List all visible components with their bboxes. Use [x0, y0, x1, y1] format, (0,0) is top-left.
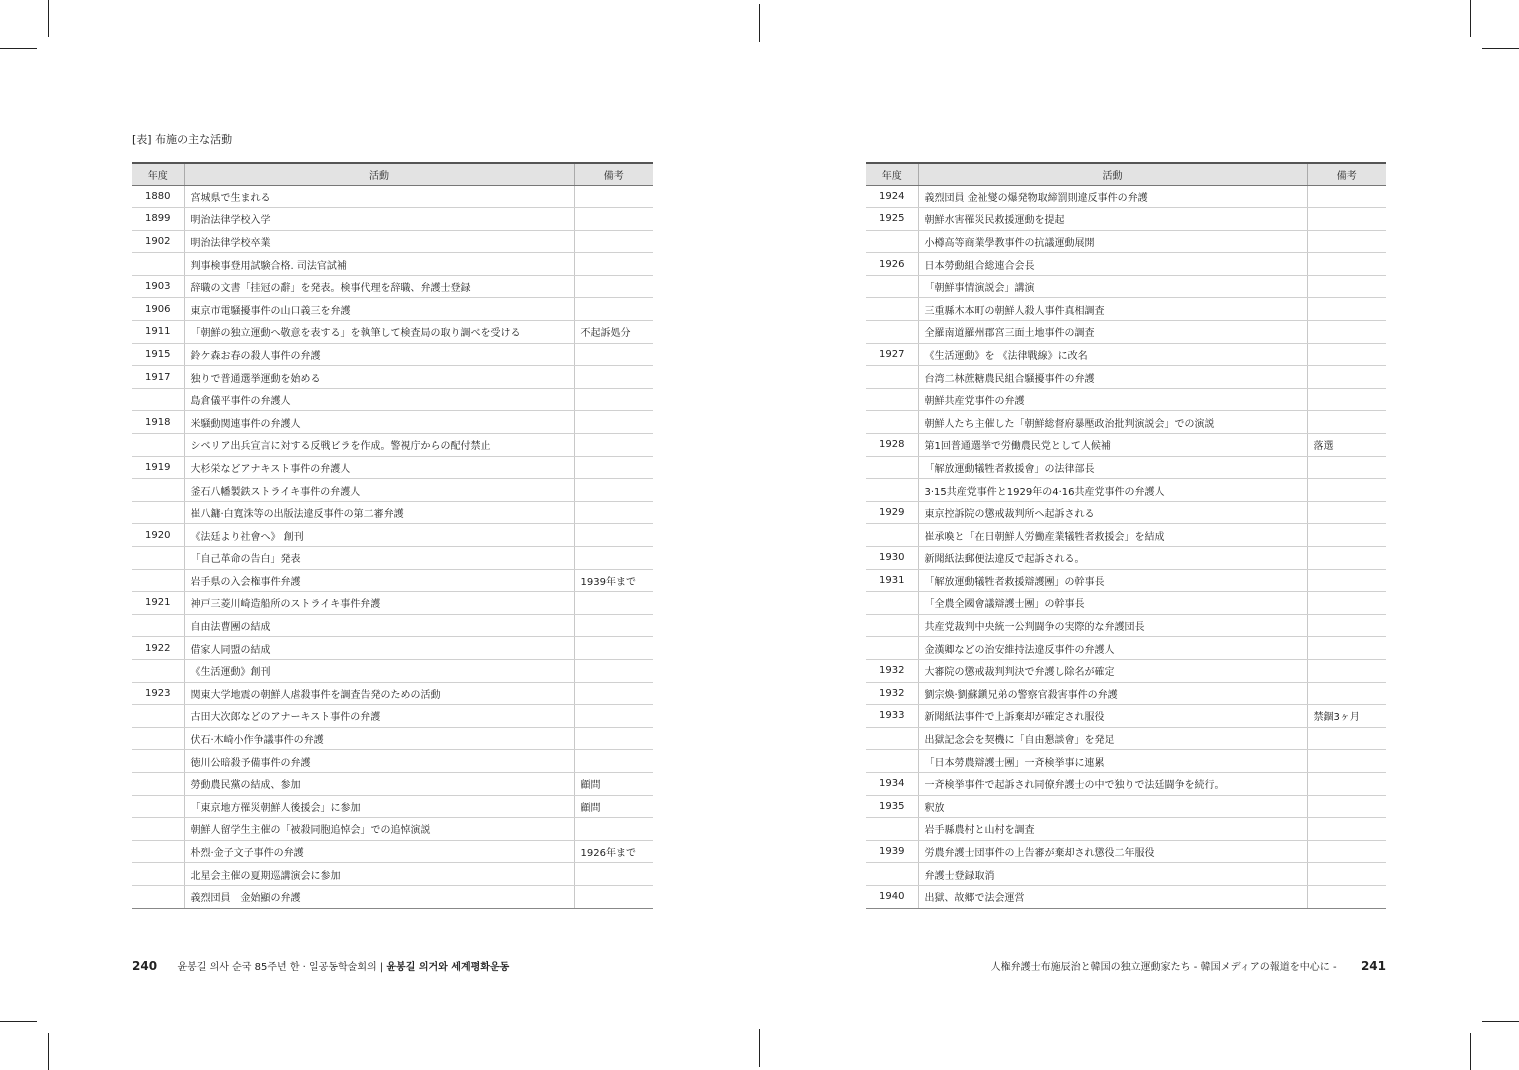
- activity-cell: 台湾二林蔗糖農民組合騒擾事件の弁護: [918, 366, 1307, 389]
- table-body-right: [866, 185, 1386, 908]
- table-row: [866, 321, 1386, 344]
- note-header: 備考: [574, 163, 653, 185]
- table-row: [866, 863, 1386, 886]
- note-cell: [574, 592, 653, 615]
- note-cell: [1307, 366, 1386, 389]
- year-cell: [132, 569, 184, 592]
- year-cell: 1930: [866, 547, 918, 570]
- activity-cell: 釜石八幡製鉄ストライキ事件の弁護人: [184, 479, 574, 502]
- year-cell: 1931: [866, 569, 918, 592]
- crop-mark: [0, 48, 37, 49]
- page-number-left: 240: [132, 959, 158, 973]
- year-cell: [866, 275, 918, 298]
- table-row: [132, 343, 653, 366]
- activity-cell: 共産党裁判中央統一公判闘争の実際的な弁護団長: [918, 614, 1307, 637]
- year-cell: 1935: [866, 795, 918, 818]
- table-row: [866, 547, 1386, 570]
- note-cell: [1307, 411, 1386, 434]
- table-row: [132, 614, 653, 637]
- year-cell: [132, 253, 184, 276]
- note-cell: [1307, 388, 1386, 411]
- table-row: [866, 185, 1386, 208]
- activity-cell: 東京市電騒擾事件の山口義三を弁護: [184, 298, 574, 321]
- year-header: 年度: [132, 163, 184, 185]
- table-row: [132, 479, 653, 502]
- note-cell: [1307, 253, 1386, 276]
- activity-cell: 鈴ケ森お春の殺人事件の弁護: [184, 343, 574, 366]
- table-row: [132, 727, 653, 750]
- note-cell: [574, 750, 653, 773]
- activity-cell: 「解放運動犠牲者救援辯護團」の幹事長: [918, 569, 1307, 592]
- footer-left: [132, 958, 509, 973]
- activity-cell: 勞動農民黨の結成、参加: [184, 772, 574, 795]
- table-row: [132, 795, 653, 818]
- activity-cell: 弁護士登録取消: [918, 863, 1307, 886]
- activity-cell: 《生活運動》創刊: [184, 659, 574, 682]
- table-header-row: [132, 163, 653, 185]
- crop-mark: [1482, 1021, 1519, 1022]
- activity-cell: 自由法曹團の結成: [184, 614, 574, 637]
- year-cell: 1927: [866, 343, 918, 366]
- table-row: [132, 230, 653, 253]
- activity-cell: 宮城県で生まれる: [184, 185, 574, 208]
- table-row: [866, 456, 1386, 479]
- year-cell: [866, 524, 918, 547]
- year-cell: [866, 614, 918, 637]
- note-cell: [1307, 795, 1386, 818]
- note-cell: [1307, 230, 1386, 253]
- year-cell: [866, 592, 918, 615]
- activity-cell: 全羅南道羅州郡宮三面土地事件の調査: [918, 321, 1307, 344]
- table-row: [866, 275, 1386, 298]
- activity-cell: 労農弁護士団事件の上告審が棄却され懲役二年服役: [918, 840, 1307, 863]
- year-cell: 1903: [132, 275, 184, 298]
- table-row: [866, 298, 1386, 321]
- year-cell: 1920: [132, 524, 184, 547]
- note-header: 備考: [1307, 163, 1386, 185]
- year-cell: 1933: [866, 705, 918, 728]
- activity-cell: 崔承喚と「在日朝鮮人労働産業犠牲者救援会」を結成: [918, 524, 1307, 547]
- year-cell: [132, 750, 184, 773]
- year-cell: [866, 388, 918, 411]
- activity-cell: 新聞紙法事件で上訴棄却が確定され服役: [918, 705, 1307, 728]
- activity-cell: 朝鮮共産党事件の弁護: [918, 388, 1307, 411]
- note-cell: [574, 275, 653, 298]
- note-cell: [574, 705, 653, 728]
- activity-cell: 「解放運動犠牲者救援會」の法律部長: [918, 456, 1307, 479]
- table-header-row: [866, 163, 1386, 185]
- table-row: [132, 366, 653, 389]
- year-cell: 1919: [132, 456, 184, 479]
- article-title: 人権弁護士布施辰治と韓国の独立運動家たち - 韓国メディアの報道を中心に -: [990, 962, 1337, 973]
- table-row: [132, 885, 653, 908]
- note-cell: [574, 230, 653, 253]
- activity-cell: 朝鮮水害罹災民救援運動を提起: [918, 208, 1307, 231]
- note-cell: [1307, 547, 1386, 570]
- table-row: [866, 614, 1386, 637]
- year-cell: [866, 366, 918, 389]
- table-row: [866, 253, 1386, 276]
- year-cell: 1923: [132, 682, 184, 705]
- activity-table-left: [132, 162, 653, 909]
- activity-cell: 三重縣木本町の朝鮮人殺人事件真相調査: [918, 298, 1307, 321]
- note-cell: [1307, 818, 1386, 841]
- year-cell: [866, 863, 918, 886]
- table-row: [132, 501, 653, 524]
- table-row: [866, 592, 1386, 615]
- year-cell: 1939: [866, 840, 918, 863]
- year-cell: 1918: [132, 411, 184, 434]
- activity-cell: 東京控訴院の懲戒裁判所へ起訴される: [918, 501, 1307, 524]
- year-cell: [866, 321, 918, 344]
- activity-cell: 劉宗煥·劉蘇鎭兄弟の警察官殺害事件の弁護: [918, 682, 1307, 705]
- year-cell: [866, 230, 918, 253]
- activity-cell: 「日本勞農辯護士團」一斉検挙事に連累: [918, 750, 1307, 773]
- note-cell: [1307, 321, 1386, 344]
- year-cell: [132, 614, 184, 637]
- table-row: [132, 705, 653, 728]
- note-cell: [574, 185, 653, 208]
- activity-cell: 米騒動関連事件の弁護人: [184, 411, 574, 434]
- table-body-left: [132, 185, 653, 908]
- year-cell: 1902: [132, 230, 184, 253]
- table-row: [132, 682, 653, 705]
- table-row: [132, 321, 653, 344]
- activity-cell: 《生活運動》を 《法律戰線》に改名: [918, 343, 1307, 366]
- crop-mark: [48, 0, 49, 37]
- activity-cell: 一斉検挙事件で起訴され同僚弁護士の中で独りで法廷闘争を続行。: [918, 772, 1307, 795]
- note-cell: [1307, 343, 1386, 366]
- year-header: 年度: [866, 163, 918, 185]
- note-cell: [574, 343, 653, 366]
- year-cell: 1880: [132, 185, 184, 208]
- note-cell: [1307, 727, 1386, 750]
- table-row: [866, 795, 1386, 818]
- year-cell: [132, 772, 184, 795]
- table-row: [866, 411, 1386, 434]
- table-row: [866, 343, 1386, 366]
- table-row: [132, 637, 653, 660]
- year-cell: [866, 479, 918, 502]
- activity-cell: 北星会主催の夏期巡講演会に参加: [184, 863, 574, 886]
- note-cell: [574, 501, 653, 524]
- year-cell: [132, 885, 184, 908]
- note-cell: 1939年まで: [574, 569, 653, 592]
- activity-cell: 「朝鮮の独立運動へ敬意を表する」を執筆して検査局の取り調べを受ける: [184, 321, 574, 344]
- note-cell: [1307, 275, 1386, 298]
- activity-cell: 「朝鮮事情演説会」講演: [918, 275, 1307, 298]
- activity-cell: 出獄記念会を契機に「自由懇談會」を発足: [918, 727, 1307, 750]
- note-cell: [574, 253, 653, 276]
- table-row: [866, 705, 1386, 728]
- activity-cell: 独りで普通選挙運動を始める: [184, 366, 574, 389]
- table-row: [132, 840, 653, 863]
- note-cell: [574, 456, 653, 479]
- table-row: [132, 388, 653, 411]
- crop-mark: [1470, 1033, 1471, 1070]
- note-cell: [1307, 456, 1386, 479]
- note-cell: [1307, 185, 1386, 208]
- activity-table-right: [866, 162, 1386, 909]
- year-cell: [132, 659, 184, 682]
- crop-mark: [759, 1029, 760, 1067]
- table-row: [132, 185, 653, 208]
- year-cell: 1906: [132, 298, 184, 321]
- year-cell: [132, 818, 184, 841]
- table-row: [866, 388, 1386, 411]
- note-cell: 落選: [1307, 434, 1386, 457]
- year-cell: 1932: [866, 682, 918, 705]
- table-row: [132, 411, 653, 434]
- table-row: [132, 253, 653, 276]
- year-cell: 1924: [866, 185, 918, 208]
- note-cell: [1307, 863, 1386, 886]
- table-row: [132, 547, 653, 570]
- note-cell: [1307, 885, 1386, 908]
- note-cell: 不起訴処分: [574, 321, 653, 344]
- activity-cell: 判事検事登用試験合格. 司法官試補: [184, 253, 574, 276]
- year-cell: 1929: [866, 501, 918, 524]
- crop-mark: [48, 1033, 49, 1070]
- table-row: [866, 818, 1386, 841]
- note-cell: [1307, 592, 1386, 615]
- table-row: [866, 208, 1386, 231]
- year-cell: 1922: [132, 637, 184, 660]
- activity-cell: 新聞紙法郵便法違反で起訴される。: [918, 547, 1307, 570]
- table-row: [132, 659, 653, 682]
- year-cell: [866, 727, 918, 750]
- activity-cell: 徳川公暗殺予備事件の弁護: [184, 750, 574, 773]
- table-row: [132, 434, 653, 457]
- year-cell: [132, 479, 184, 502]
- note-cell: [574, 479, 653, 502]
- year-cell: [132, 863, 184, 886]
- note-cell: [574, 682, 653, 705]
- activity-cell: 明治法律学校入学: [184, 208, 574, 231]
- activity-cell: 金漢卿などの治安維持法違反事件の弁護人: [918, 637, 1307, 660]
- note-cell: [1307, 569, 1386, 592]
- note-cell: [574, 885, 653, 908]
- note-cell: [1307, 614, 1386, 637]
- activity-cell: 古田大次郎などのアナーキスト事件の弁護: [184, 705, 574, 728]
- year-cell: [132, 501, 184, 524]
- note-cell: [574, 298, 653, 321]
- table-row: [132, 275, 653, 298]
- activity-cell: 「全農全國會議辯護士團」の幹事長: [918, 592, 1307, 615]
- table-row: [132, 592, 653, 615]
- note-cell: 顧問: [574, 772, 653, 795]
- note-cell: [1307, 501, 1386, 524]
- table-row: [866, 637, 1386, 660]
- year-cell: [132, 388, 184, 411]
- table-row: [866, 501, 1386, 524]
- note-cell: 禁錮3ヶ月: [1307, 705, 1386, 728]
- activity-cell: 関東大学地震の朝鮮人虐殺事件を調査告発のための活動: [184, 682, 574, 705]
- page-number-right: 241: [1360, 959, 1386, 973]
- year-cell: 1928: [866, 434, 918, 457]
- note-cell: [1307, 659, 1386, 682]
- table-row: [866, 366, 1386, 389]
- note-cell: [1307, 840, 1386, 863]
- year-cell: 1932: [866, 659, 918, 682]
- year-cell: 1925: [866, 208, 918, 231]
- activity-cell: 伏石·木崎小作争議事件の弁護: [184, 727, 574, 750]
- note-cell: [574, 637, 653, 660]
- crop-mark: [1470, 0, 1471, 37]
- table-row: [132, 298, 653, 321]
- note-cell: [574, 659, 653, 682]
- year-cell: 1899: [132, 208, 184, 231]
- note-cell: [1307, 298, 1386, 321]
- activity-cell: 岩手県の入会権事件弁護: [184, 569, 574, 592]
- year-cell: [866, 637, 918, 660]
- year-cell: [866, 411, 918, 434]
- activity-cell: 釈放: [918, 795, 1307, 818]
- table-row: [866, 885, 1386, 908]
- note-cell: [574, 547, 653, 570]
- note-cell: [574, 411, 653, 434]
- activity-cell: 第1回普通選挙で労働農民党として人候補: [918, 434, 1307, 457]
- note-cell: [574, 208, 653, 231]
- activity-header: 活動: [918, 163, 1307, 185]
- year-cell: [132, 434, 184, 457]
- activity-cell: 借家人同盟の結成: [184, 637, 574, 660]
- activity-cell: 出獄、故郷で法会運営: [918, 885, 1307, 908]
- note-cell: [1307, 479, 1386, 502]
- table-row: [866, 569, 1386, 592]
- activity-cell: 義烈団員 金祉燮の爆発物取締罰則違反事件の弁護: [918, 185, 1307, 208]
- table-row: [866, 727, 1386, 750]
- note-cell: [1307, 208, 1386, 231]
- year-cell: [132, 727, 184, 750]
- note-cell: [574, 614, 653, 637]
- table-row: [866, 682, 1386, 705]
- year-cell: [866, 456, 918, 479]
- activity-cell: 日本勞動組合総連合会長: [918, 253, 1307, 276]
- table-row: [866, 772, 1386, 795]
- activity-cell: シベリア出兵宣言に対する反戦ビラを作成。警視庁からの配付禁止: [184, 434, 574, 457]
- footer-right: [991, 958, 1386, 973]
- activity-cell: 義烈団員 金始顯の弁護: [184, 885, 574, 908]
- table-row: [132, 208, 653, 231]
- table-row: [866, 840, 1386, 863]
- activity-cell: 明治法律学校卒業: [184, 230, 574, 253]
- table-row: [866, 659, 1386, 682]
- crop-mark: [0, 1021, 37, 1022]
- activity-cell: 島倉儀平事件の弁護人: [184, 388, 574, 411]
- table-row: [132, 456, 653, 479]
- year-cell: [866, 298, 918, 321]
- activity-cell: 岩手縣農村と山村を調査: [918, 818, 1307, 841]
- year-cell: [866, 818, 918, 841]
- table-row: [866, 750, 1386, 773]
- year-cell: [132, 547, 184, 570]
- table-row: [132, 818, 653, 841]
- table-row: [866, 524, 1386, 547]
- year-cell: [866, 750, 918, 773]
- book-title: 윤봉길 의사 순국 85주년 한 · 일공동학술회의 |: [177, 962, 384, 973]
- activity-cell: 大杉栄などアナキスト事件の弁護人: [184, 456, 574, 479]
- activity-cell: 朝鮮人たち主催した「朝鮮総督府暴壓政治批判演説会」での演説: [918, 411, 1307, 434]
- year-cell: 1915: [132, 343, 184, 366]
- year-cell: 1921: [132, 592, 184, 615]
- activity-cell: 神戸三菱川崎造船所のストライキ事件弁護: [184, 592, 574, 615]
- crop-mark: [759, 4, 760, 42]
- note-cell: [574, 524, 653, 547]
- table-row: [132, 772, 653, 795]
- year-cell: [132, 705, 184, 728]
- table-row: [866, 230, 1386, 253]
- activity-cell: 大審院の懲戒裁判判決で弁護し除名が確定: [918, 659, 1307, 682]
- activity-cell: 朝鮮人留学生主催の「被殺同胞追悼会」での追悼演説: [184, 818, 574, 841]
- activity-cell: 小樽高等商業學教事件の抗議運動展開: [918, 230, 1307, 253]
- table-row: [132, 863, 653, 886]
- activity-cell: 《法廷より社會へ》 創刊: [184, 524, 574, 547]
- table-row: [866, 479, 1386, 502]
- activity-cell: 崔八鏞·白寬洙等の出版法違反事件の第二審弁護: [184, 501, 574, 524]
- note-cell: [574, 727, 653, 750]
- note-cell: [1307, 750, 1386, 773]
- year-cell: 1926: [866, 253, 918, 276]
- note-cell: 顧問: [574, 795, 653, 818]
- activity-header: 活動: [184, 163, 574, 185]
- note-cell: [1307, 524, 1386, 547]
- table-row: [132, 750, 653, 773]
- year-cell: 1911: [132, 321, 184, 344]
- activity-cell: 「自己革命の告白」発表: [184, 547, 574, 570]
- crop-mark: [1482, 48, 1519, 49]
- book-title-bold: 윤봉길 의거와 세계평화운동: [386, 962, 510, 973]
- year-cell: [132, 840, 184, 863]
- table-row: [866, 434, 1386, 457]
- year-cell: 1940: [866, 885, 918, 908]
- note-cell: [1307, 637, 1386, 660]
- activity-cell: 「東京地方罹災朝鮮人後援会」に参加: [184, 795, 574, 818]
- table-caption: [表] 布施の主な活動: [132, 133, 233, 146]
- year-cell: [132, 795, 184, 818]
- activity-cell: 辞職の文書「挂冠の辭」を発表。検事代理を辞職、弁護士登録: [184, 275, 574, 298]
- table-row: [132, 524, 653, 547]
- note-cell: [574, 366, 653, 389]
- note-cell: [1307, 682, 1386, 705]
- note-cell: [574, 863, 653, 886]
- note-cell: [574, 434, 653, 457]
- activity-cell: 朴烈·金子文子事件の弁護: [184, 840, 574, 863]
- activity-cell: 3·15共産党事件と1929年の4·16共産党事件の弁護人: [918, 479, 1307, 502]
- note-cell: 1926年まで: [574, 840, 653, 863]
- note-cell: [574, 818, 653, 841]
- year-cell: 1917: [132, 366, 184, 389]
- year-cell: 1934: [866, 772, 918, 795]
- note-cell: [574, 388, 653, 411]
- note-cell: [1307, 772, 1386, 795]
- table-row: [132, 569, 653, 592]
